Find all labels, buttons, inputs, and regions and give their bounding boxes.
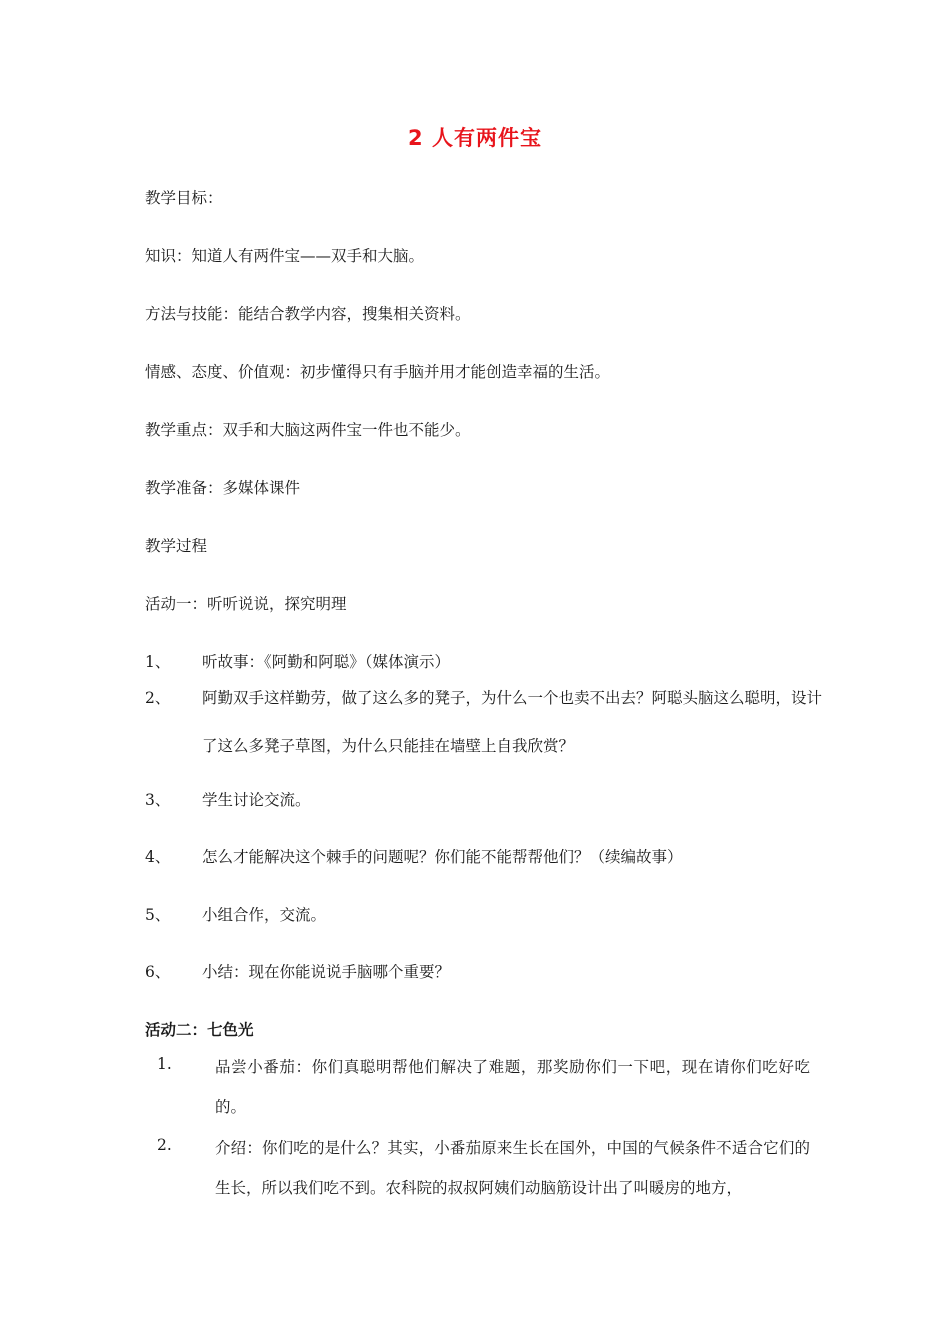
list-item-text: 听故事：《阿勤和阿聪》（媒体演示） bbox=[202, 653, 451, 671]
list-item-number: 2、 bbox=[145, 689, 171, 707]
list-item-number: 6、 bbox=[145, 963, 171, 981]
objectives-heading: 教学目标： bbox=[145, 189, 223, 207]
list-item-text: 介绍：你们吃的是什么？其实，小番茄原来生长在国外，中国的气候条件不适合它们的生长，所以我们吃不到。农科院的叔叔阿姨们动脑筋设计出了叫暖房的地方， bbox=[215, 1139, 810, 1197]
method-line: 方法与技能：能结合教学内容，搜集相关资料。 bbox=[145, 305, 471, 323]
list-item-number: 5、 bbox=[145, 906, 171, 924]
list-item-number: 1、 bbox=[145, 653, 171, 671]
list-item-text: 怎么才能解决这个棘手的问题呢？你们能不能帮帮他们？（续编故事） bbox=[202, 848, 683, 866]
list-item-number: 3、 bbox=[145, 791, 171, 809]
list-item-text: 小组合作，交流。 bbox=[202, 906, 327, 924]
activity2-heading: 活动二：七色光 bbox=[145, 1021, 254, 1039]
process-heading: 教学过程 bbox=[145, 537, 208, 555]
document-title: 2 人有两件宝 bbox=[408, 126, 542, 150]
list-item-number: 1. bbox=[157, 1055, 172, 1073]
list-item-text: 品尝小番茄：你们真聪明帮他们解决了难题，那奖励你们一下吧，现在请你们吃好吃的。 bbox=[215, 1058, 810, 1116]
list-item-text: 阿勤双手这样勤劳，做了这么多的凳子，为什么一个也卖不出去？阿聪头脑这么聪明，设计了这么多凳子草图，为什么只能挂在墙壁上自我欣赏？ bbox=[202, 689, 823, 755]
list-item-number: 2. bbox=[157, 1136, 172, 1154]
preparation-line: 教学准备：多媒体课件 bbox=[145, 479, 301, 497]
emotion-line: 情感、态度、价值观：初步懂得只有手脑并用才能创造幸福的生活。 bbox=[145, 363, 611, 381]
list-item-text: 小结：现在你能说说手脑哪个重要？ bbox=[202, 963, 451, 981]
key-point-line: 教学重点：双手和大脑这两件宝一件也不能少。 bbox=[145, 421, 471, 439]
list-item-number: 4、 bbox=[145, 848, 171, 866]
list-item-text: 学生讨论交流。 bbox=[202, 791, 311, 809]
knowledge-line: 知识：知道人有两件宝——双手和大脑。 bbox=[145, 247, 425, 265]
activity1-heading: 活动一：听听说说，探究明理 bbox=[145, 595, 347, 613]
